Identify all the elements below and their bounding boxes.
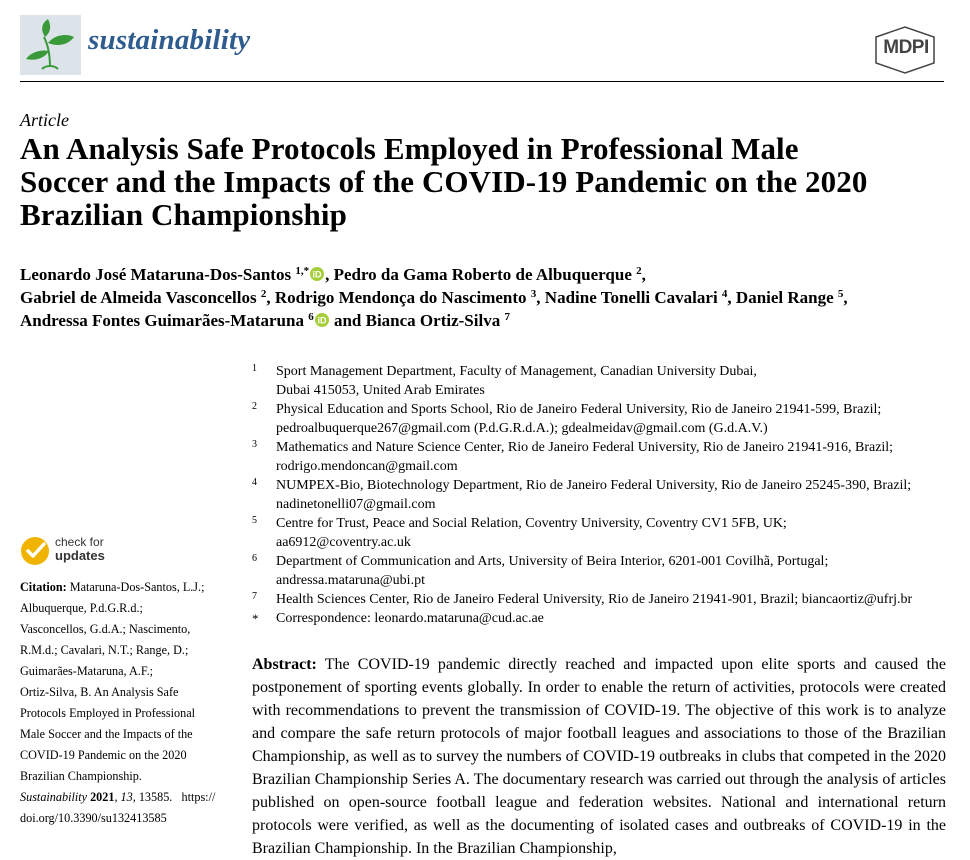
citation-label: Citation: [20,580,67,594]
author-affil-sup: 5 [837,288,844,300]
citation-doi-link[interactable]: doi.org/10.3390/su132413585 [20,811,167,825]
affiliation-line: NUMPEX-Bio, Biotechnology Department, Rio de Janeiro Federal University, Rio de Janeiro 25245-390, Brazil; [276,478,912,493]
author-line: Gabriel de Almeida Vasconcellos $^2$, Rodrigo Mendonça do Nascimento $^3$, Nadine Tonelli Cavalari $^4$, Daniel Range $^5$, [20,288,848,307]
affiliation-line: Dubai 415053, United Arab Emirates [276,383,485,398]
check-for-updates-line: check for [55,535,104,549]
author-name[interactable]: Andressa Fontes Guimarães-Mataruna [20,311,304,330]
affiliation-line: Correspondence: leonardo.mataruna@cud.ac.ae [276,611,544,626]
svg-text:iD: iD [312,269,322,280]
author-affil-sup: 4 [721,288,728,300]
authors-connector: and [333,311,362,330]
affiliation-number: 1 [252,363,257,374]
citation-line: Vasconcellos, G.d.A.; Nascimento, [20,622,191,636]
leaf-icon [20,15,81,75]
header-rule [20,81,944,82]
affiliation-item [252,552,952,590]
citation-block [20,577,235,829]
orcid-icon[interactable] [315,313,329,327]
affiliation-line: Sport Management Department, Faculty of Management, Canadian University Dubai, [276,364,757,379]
citation-line: Protocols Employed in Professional [20,706,196,720]
title-line: An Analysis Safe Protocols Employed in Professional Male [20,131,799,166]
check-for-updates-line: updates [55,548,105,563]
author-line: Leonardo José Mataruna-Dos-Santos $^{1,*}$ iD , Pedro da Gama Roberto de Albuquerque $^2$, [20,265,646,284]
affiliation-line: nadinetonelli07@gmail.com [276,497,436,512]
citation-line: R.M.d.; Cavalari, N.T.; Range, D.; [20,643,189,657]
article-title [20,132,950,231]
article-type: Article [20,110,69,130]
publisher-name: MDPI [883,37,929,58]
journal-logo [20,15,81,75]
affiliation-line: Health Sciences Center, Rio de Janeiro Federal University, Rio de Janeiro 21941-901, Brazil; biancaortiz@ufrj.br [276,592,913,607]
affiliation-number: 3 [252,439,257,450]
abstract-text: The COVID-19 pandemic directly reached and impacted upon elite sports and caused the postponement of sporting events globally. In order to enable the return of activities, protocols were created with recommendations to prevent the transmission of COVID-19. The objective of this work is to analyze and compare the safe return protocols of major football leagues and associations to those of the Brazilian Championship, as well as to survey the numbers of COVID-19 outbreaks in clubs that competed in the 2020 Brazilian Championship Series A. The documentary research was carried out through the analysis of articles published on open-source football league and federation websites. National and international return protocols were verified, as well as the documenting of isolated cases and outbreaks of COVID-19 in the Brazilian Championship. In the Brazilian Championship, [252,656,946,857]
check-badge-icon [20,535,52,567]
publisher-logo [868,25,943,75]
citation-journal: Sustainability [20,790,88,804]
correspondence-item [252,609,952,628]
author-affil-sup: 2 [636,265,642,277]
citation-line: Brazilian Championship. [20,769,142,783]
author-name[interactable]: Daniel Range [735,288,834,307]
abstract-label: Abstract: [252,656,317,673]
citation-line [20,577,235,598]
author-list [20,263,955,332]
author-name[interactable]: Pedro da Gama Roberto de Albuquerque [333,265,632,284]
affiliation-line: Centre for Trust, Peace and Social Relation, Coventry University, Coventry CV1 5FB, UK; [276,516,787,531]
check-for-updates-label[interactable] [55,536,105,562]
affiliation-number: * [252,611,259,626]
author-affil-sup: 3 [530,288,537,300]
affiliation-item [252,476,952,514]
author-name[interactable]: Gabriel de Almeida Vasconcellos [20,288,257,307]
author-name[interactable]: Bianca Ortiz-Silva [365,311,501,330]
title-line: Soccer and the Impacts of the COVID-19 Pandemic on the 2020 [20,164,868,199]
citation-volume: 13 [120,790,133,804]
abstract [252,653,946,860]
affiliation-item [252,362,952,400]
affiliation-number: 6 [252,553,257,564]
citation-line: Albuquerque, P.d.G.R.d.; [20,601,143,615]
affiliation-item [252,400,952,438]
citation-year: 2021 [90,790,115,804]
affiliation-number: 5 [252,515,257,526]
journal-name: sustainability [88,24,251,56]
affiliation-line: Mathematics and Nature Science Center, Rio de Janeiro Federal University, Rio de Janeiro 21941-916, Brazil; [276,440,894,455]
author-affil-sup: 6 [308,311,314,323]
affiliation-number: 2 [252,401,257,412]
citation-pages: 13585. [138,790,173,804]
citation-doi-link[interactable]: https:// [181,790,216,804]
citation-text: Mataruna-Dos-Santos, L.J.; [69,580,205,594]
author-affil-sup: 2 [260,288,267,300]
affiliation-line: Department of Communication and Arts, University of Beira Interior, 6201-001 Covilhã, Portugal; [276,554,829,569]
citation-line: Male Soccer and the Impacts of the [20,727,193,741]
svg-text:iD: iD [317,315,327,326]
author-name[interactable]: Rodrigo Mendonça do Nascimento [274,288,527,307]
citation-line: Ortiz-Silva, B. An Analysis Safe [20,685,179,699]
affiliation-item [252,438,952,476]
title-line: Brazilian Championship [20,197,347,232]
affiliation-line: pedroalbuquerque267@gmail.com (P.d.G.R.d.A.); gdealmeidav@gmail.com (G.d.A.V.) [276,421,768,436]
affiliation-number: 4 [252,477,257,488]
author-name[interactable]: Leonardo José Mataruna-Dos-Santos [20,265,292,284]
citation-line: Sustainability 2021, 13, 13585. https:// [20,790,216,804]
author-name[interactable]: Nadine Tonelli Cavalari [544,288,718,307]
affiliation-line: aa6912@coventry.ac.uk [276,535,411,550]
author-affil-sup: 7 [504,311,510,323]
citation-line: Guimarães-Mataruna, A.F.; [20,664,154,678]
affiliation-list [252,362,952,628]
author-line [20,309,955,332]
affiliation-line: Physical Education and Sports School, Rio de Janeiro Federal University, Rio de Janeiro 21941-599, Brazil; [276,402,882,417]
orcid-icon[interactable] [310,267,324,281]
affiliation-line: andressa.mataruna@ubi.pt [276,573,425,588]
affiliation-item [252,514,952,552]
author-affil-sup: 1,* [295,265,310,277]
affiliation-item [252,590,952,609]
affiliation-number: 7 [252,591,257,602]
citation-line: COVID-19 Pandemic on the 2020 [20,748,187,762]
affiliation-line: rodrigo.mendoncan@gmail.com [276,459,458,474]
